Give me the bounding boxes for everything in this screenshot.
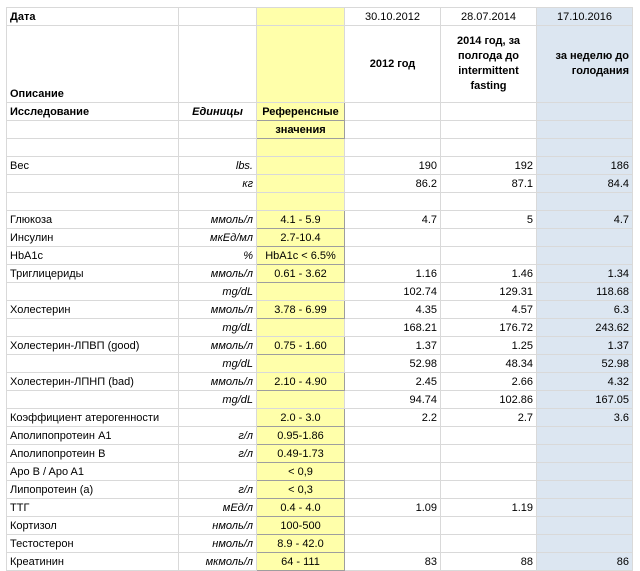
unit-cell[interactable] [179, 193, 257, 211]
units-label[interactable]: Единицы [179, 103, 257, 121]
blank-cell[interactable] [441, 103, 537, 121]
value-2014-cell[interactable]: 87.1 [441, 175, 537, 193]
value-2012-cell[interactable]: 4.35 [345, 301, 441, 319]
value-2014-cell[interactable] [441, 193, 537, 211]
value-2012-cell[interactable]: 86.2 [345, 175, 441, 193]
reference-cell[interactable]: 8.9 - 42.0 [257, 535, 345, 553]
value-2014-cell[interactable]: 5 [441, 211, 537, 229]
value-2012-cell[interactable]: 83 [345, 553, 441, 571]
date-2014[interactable]: 28.07.2014 [441, 8, 537, 26]
table-row [7, 391, 633, 409]
test-name-cell[interactable] [7, 139, 179, 157]
value-2014-cell[interactable]: 2.66 [441, 373, 537, 391]
value-2012-cell[interactable] [345, 463, 441, 481]
blank-cell[interactable] [179, 26, 257, 103]
reference-cell[interactable] [257, 355, 345, 373]
table-row [7, 355, 633, 373]
ref-label-1[interactable]: Референсные [257, 103, 345, 121]
table-row [7, 283, 633, 301]
value-2016-cell[interactable]: 4.32 [537, 373, 633, 391]
test-name-cell[interactable]: Глюкоза [7, 211, 179, 229]
date-2012[interactable]: 30.10.2012 [345, 8, 441, 26]
table-row [7, 193, 633, 211]
value-2016-cell[interactable]: 243.62 [537, 319, 633, 337]
table-row [7, 427, 633, 445]
reference-cell[interactable] [257, 193, 345, 211]
unit-cell[interactable] [179, 463, 257, 481]
test-name-cell[interactable]: Триглицериды [7, 265, 179, 283]
reference-cell[interactable]: 3.78 - 6.99 [257, 301, 345, 319]
test-name-cell[interactable] [7, 391, 179, 409]
value-2014-cell[interactable] [441, 229, 537, 247]
reference-cell[interactable]: HbA1c < 6.5% [257, 247, 345, 265]
value-2014-cell[interactable] [441, 139, 537, 157]
test-name-cell[interactable]: HbA1c [7, 247, 179, 265]
ref-cell[interactable] [257, 8, 345, 26]
table-row [7, 337, 633, 355]
unit-cell[interactable] [179, 409, 257, 427]
table-row [7, 553, 633, 571]
value-2014-cell[interactable] [441, 247, 537, 265]
value-2016-cell[interactable]: 52.98 [537, 355, 633, 373]
column-header-row [7, 103, 633, 121]
unit-cell[interactable]: mg/dL [179, 283, 257, 301]
table-row [7, 175, 633, 193]
date-row [7, 8, 633, 26]
value-2012-cell[interactable] [345, 193, 441, 211]
ref-label-2[interactable]: значения [257, 121, 345, 139]
reference-cell[interactable]: < 0,9 [257, 463, 345, 481]
value-2014-cell[interactable]: 1.46 [441, 265, 537, 283]
table-row [7, 517, 633, 535]
value-2016-cell[interactable]: 167.05 [537, 391, 633, 409]
ref-cell[interactable] [257, 26, 345, 103]
test-name-cell[interactable] [7, 283, 179, 301]
unit-cell[interactable] [179, 139, 257, 157]
study-label[interactable]: Исследование [7, 103, 179, 121]
unit-cell[interactable]: кг [179, 175, 257, 193]
reference-cell[interactable]: 0.75 - 1.60 [257, 337, 345, 355]
value-2012-cell[interactable]: 94.74 [345, 391, 441, 409]
value-2012-cell[interactable]: 168.21 [345, 319, 441, 337]
unit-cell[interactable]: mg/dL [179, 391, 257, 409]
blank-cell[interactable] [345, 103, 441, 121]
column-header-row-2 [7, 121, 633, 139]
value-2014-cell[interactable] [441, 481, 537, 499]
reference-cell[interactable] [257, 157, 345, 175]
value-2014-cell[interactable] [441, 517, 537, 535]
test-name-cell[interactable]: Креатинин [7, 553, 179, 571]
table-row [7, 445, 633, 463]
value-2014-cell[interactable]: 1.19 [441, 499, 537, 517]
test-name-cell[interactable]: Липопротеин (а) [7, 481, 179, 499]
value-2012-cell[interactable] [345, 427, 441, 445]
value-2012-cell[interactable] [345, 247, 441, 265]
reference-cell[interactable]: 0.49-1.73 [257, 445, 345, 463]
unit-cell[interactable]: ммоль/л [179, 337, 257, 355]
date-2016[interactable]: 17.10.2016 [537, 8, 633, 26]
unit-cell[interactable]: ммоль/л [179, 211, 257, 229]
test-name-cell[interactable]: Аполипопротеин В [7, 445, 179, 463]
unit-cell[interactable]: мЕд/л [179, 499, 257, 517]
value-2016-cell[interactable]: 6.3 [537, 301, 633, 319]
description-label[interactable]: Описание [7, 26, 179, 103]
test-name-cell[interactable]: Холестерин-ЛПНП (bad) [7, 373, 179, 391]
value-2014-cell[interactable]: 176.72 [441, 319, 537, 337]
table-row [7, 139, 633, 157]
table-row [7, 535, 633, 553]
unit-cell[interactable]: ммоль/л [179, 301, 257, 319]
value-2016-cell[interactable]: 86 [537, 553, 633, 571]
value-2014-cell[interactable]: 4.57 [441, 301, 537, 319]
lab-results-table [6, 7, 633, 571]
reference-cell[interactable]: 0.61 - 3.62 [257, 265, 345, 283]
value-2016-cell[interactable] [537, 427, 633, 445]
unit-cell[interactable]: mg/dL [179, 355, 257, 373]
description-row [7, 26, 633, 103]
value-2016-cell[interactable] [537, 139, 633, 157]
test-name-cell[interactable]: ТТГ [7, 499, 179, 517]
reference-cell[interactable] [257, 391, 345, 409]
reference-cell[interactable]: 64 - 111 [257, 553, 345, 571]
value-2016-cell[interactable] [537, 193, 633, 211]
value-2016-cell[interactable] [537, 481, 633, 499]
value-2016-cell[interactable] [537, 499, 633, 517]
value-2012-cell[interactable]: 2.45 [345, 373, 441, 391]
table-row [7, 301, 633, 319]
value-2014-cell[interactable]: 2.7 [441, 409, 537, 427]
blank-cell[interactable] [179, 121, 257, 139]
reference-cell[interactable]: 100-500 [257, 517, 345, 535]
reference-cell[interactable]: < 0,3 [257, 481, 345, 499]
test-name-cell[interactable] [7, 355, 179, 373]
test-name-cell[interactable] [7, 175, 179, 193]
table-row [7, 157, 633, 175]
value-2014-cell[interactable] [441, 463, 537, 481]
value-2012-cell[interactable] [345, 445, 441, 463]
unit-cell[interactable]: ммоль/л [179, 373, 257, 391]
value-2016-cell[interactable] [537, 463, 633, 481]
blank-cell[interactable] [7, 121, 179, 139]
reference-cell[interactable]: 2.10 - 4.90 [257, 373, 345, 391]
value-2012-cell[interactable] [345, 139, 441, 157]
date-label[interactable]: Дата [7, 8, 179, 26]
unit-cell[interactable]: г/л [179, 481, 257, 499]
table-row [7, 463, 633, 481]
unit-cell[interactable]: мкмоль/л [179, 553, 257, 571]
unit-cell[interactable]: г/л [179, 445, 257, 463]
value-2012-cell[interactable]: 1.09 [345, 499, 441, 517]
reference-cell[interactable] [257, 175, 345, 193]
table-row [7, 319, 633, 337]
unit-cell[interactable]: нмоль/л [179, 535, 257, 553]
value-2012-cell[interactable]: 1.16 [345, 265, 441, 283]
description-2012[interactable]: 2012 год [345, 26, 441, 103]
value-2014-cell[interactable] [441, 445, 537, 463]
value-2014-cell[interactable] [441, 427, 537, 445]
value-2012-cell[interactable] [345, 517, 441, 535]
unit-cell[interactable]: % [179, 247, 257, 265]
table-row [7, 373, 633, 391]
value-2014-cell[interactable]: 1.25 [441, 337, 537, 355]
reference-cell[interactable] [257, 283, 345, 301]
value-2016-cell[interactable] [537, 517, 633, 535]
value-2016-cell[interactable] [537, 247, 633, 265]
value-2012-cell[interactable]: 52.98 [345, 355, 441, 373]
blank-cell[interactable] [441, 121, 537, 139]
table-row [7, 265, 633, 283]
description-2016[interactable]: за неделю до голодания [537, 26, 633, 103]
blank-cell[interactable] [537, 103, 633, 121]
table-row [7, 409, 633, 427]
blank-cell[interactable] [345, 121, 441, 139]
reference-cell[interactable]: 0.4 - 4.0 [257, 499, 345, 517]
unit-cell[interactable]: мкЕд/мл [179, 229, 257, 247]
test-name-cell[interactable]: Apo B / Apo A1 [7, 463, 179, 481]
test-name-cell[interactable]: Кортизол [7, 517, 179, 535]
table-row [7, 211, 633, 229]
unit-cell[interactable]: г/л [179, 427, 257, 445]
value-2014-cell[interactable] [441, 535, 537, 553]
test-name-cell[interactable] [7, 319, 179, 337]
reference-cell[interactable]: 4.1 - 5.9 [257, 211, 345, 229]
test-name-cell[interactable]: Инсулин [7, 229, 179, 247]
unit-cell[interactable]: нмоль/л [179, 517, 257, 535]
value-2016-cell[interactable]: 84.4 [537, 175, 633, 193]
value-2012-cell[interactable]: 102.74 [345, 283, 441, 301]
value-2016-cell[interactable] [537, 229, 633, 247]
value-2012-cell[interactable]: 2.2 [345, 409, 441, 427]
test-name-cell[interactable]: Аполипопротеин А1 [7, 427, 179, 445]
value-2016-cell[interactable] [537, 535, 633, 553]
description-2014[interactable]: 2014 год, за полгода до intermittent fasting [441, 26, 537, 103]
value-2012-cell[interactable]: 1.37 [345, 337, 441, 355]
reference-cell[interactable]: 2.7-10.4 [257, 229, 345, 247]
value-2014-cell[interactable]: 102.86 [441, 391, 537, 409]
value-2012-cell[interactable] [345, 481, 441, 499]
blank-cell[interactable] [537, 121, 633, 139]
value-2016-cell[interactable]: 1.37 [537, 337, 633, 355]
value-2014-cell[interactable]: 48.34 [441, 355, 537, 373]
table-row [7, 229, 633, 247]
value-2012-cell[interactable]: 4.7 [345, 211, 441, 229]
value-2014-cell[interactable]: 88 [441, 553, 537, 571]
table-row [7, 247, 633, 265]
value-2012-cell[interactable] [345, 229, 441, 247]
table-row [7, 481, 633, 499]
test-name-cell[interactable]: Тестостерон [7, 535, 179, 553]
reference-cell[interactable] [257, 319, 345, 337]
value-2016-cell[interactable]: 118.68 [537, 283, 633, 301]
value-2016-cell[interactable] [537, 445, 633, 463]
test-name-cell[interactable]: Коэффициент атерогенности [7, 409, 179, 427]
reference-cell[interactable]: 2.0 - 3.0 [257, 409, 345, 427]
test-name-cell[interactable]: Холестерин [7, 301, 179, 319]
value-2012-cell[interactable]: 190 [345, 157, 441, 175]
test-name-cell[interactable]: Холестерин-ЛПВП (good) [7, 337, 179, 355]
value-2016-cell[interactable]: 4.7 [537, 211, 633, 229]
blank-cell[interactable] [179, 8, 257, 26]
reference-cell[interactable] [257, 139, 345, 157]
unit-cell[interactable]: lbs. [179, 157, 257, 175]
value-2014-cell[interactable]: 192 [441, 157, 537, 175]
unit-cell[interactable]: ммоль/л [179, 265, 257, 283]
value-2014-cell[interactable]: 129.31 [441, 283, 537, 301]
value-2016-cell[interactable]: 3.6 [537, 409, 633, 427]
value-2016-cell[interactable]: 1.34 [537, 265, 633, 283]
test-name-cell[interactable] [7, 193, 179, 211]
value-2016-cell[interactable]: 186 [537, 157, 633, 175]
table-row [7, 499, 633, 517]
unit-cell[interactable]: mg/dL [179, 319, 257, 337]
test-name-cell[interactable]: Вес [7, 157, 179, 175]
reference-cell[interactable]: 0.95-1.86 [257, 427, 345, 445]
value-2012-cell[interactable] [345, 535, 441, 553]
